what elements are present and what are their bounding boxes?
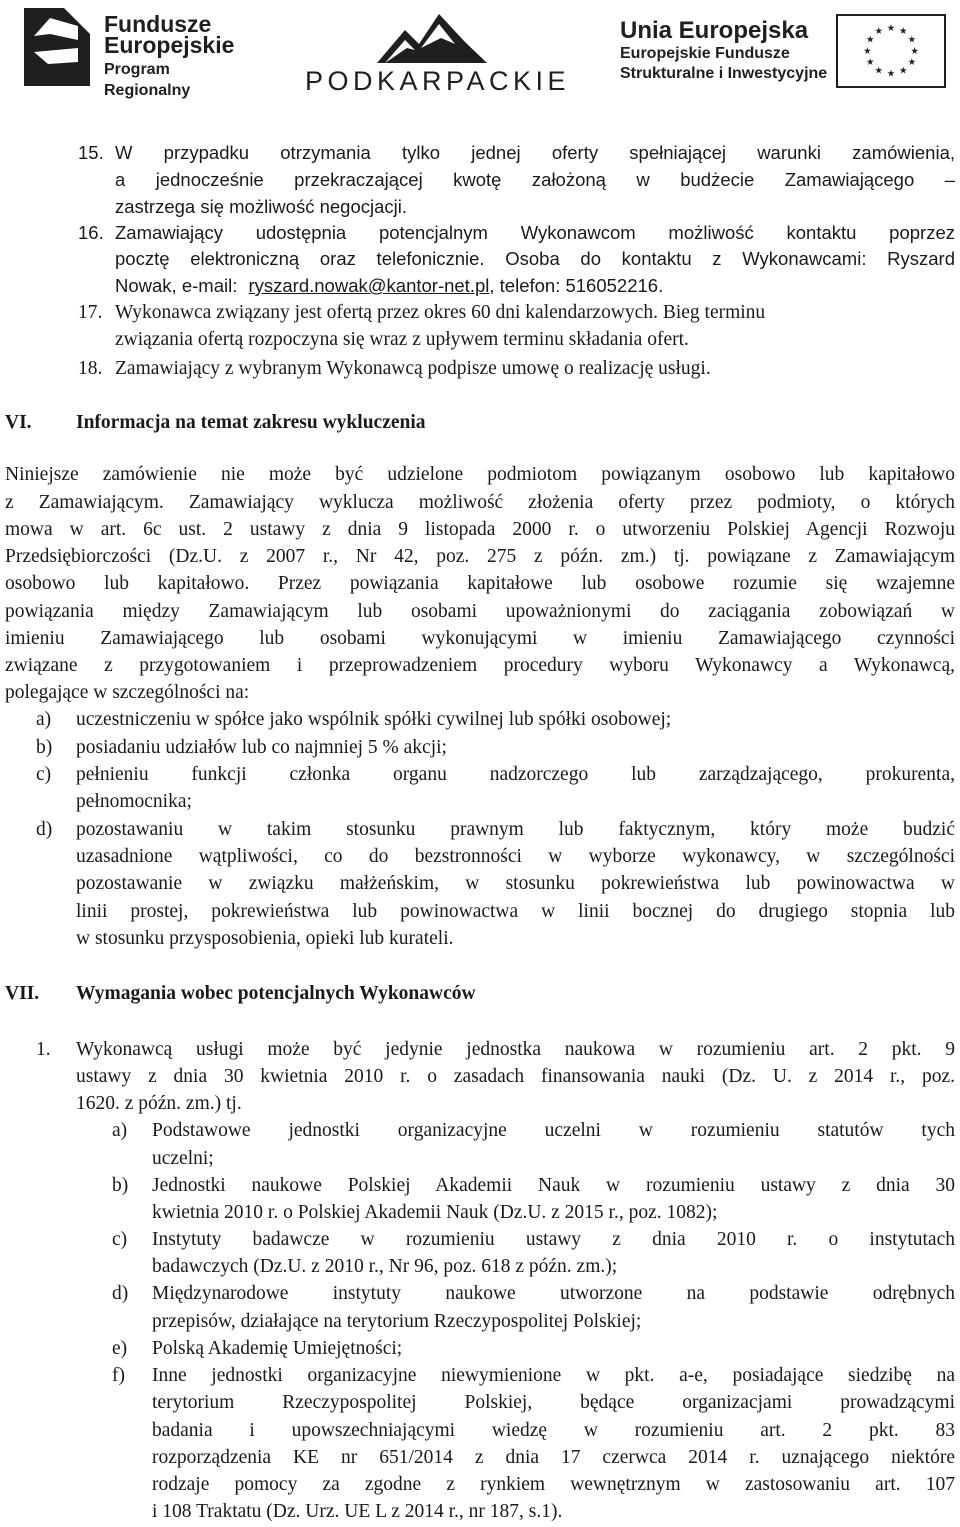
item-17-number: 17. <box>78 302 103 323</box>
section-6-list-c-label: c) <box>36 764 52 785</box>
section-7-list-f-line-4: rozporządzenia KE nr 651/2014 z dnia 17 czerwca 2014 r. uznającego niektóre <box>152 1447 955 1468</box>
svg-text:★: ★ <box>899 65 908 77</box>
section-7-list-f-line-5: rodzaje pomocy za zgodne z rynkiem wewnętrznym w zastosowaniu art. 107 <box>152 1474 955 1495</box>
fe-logo-line2: Europejskie <box>104 32 235 58</box>
section-6-paragraph-line: powiązania między Zamawiającym lub osobami upoważnionymi do zaciągania zobowiązań w <box>5 601 955 622</box>
svg-text:★: ★ <box>865 57 875 69</box>
fe-logo-line3: Program Regionalny <box>104 61 191 99</box>
section-6-title: Informacja na temat zakresu wykluczenia <box>76 412 426 433</box>
section-7-list-a-label: a) <box>112 1120 128 1141</box>
section-7-list-d-label: d) <box>112 1283 129 1304</box>
section-7-item-1-number: 1. <box>36 1039 51 1060</box>
section-6-paragraph-line: Przedsiębiorczości (Dz.U. z 2007 r., Nr 42, poz. 275 z późn. zm.) tj. powiązane z Zamawiającym <box>5 546 955 567</box>
fundusze-europejskie-star-icon <box>20 4 92 90</box>
section-7-list-f-line-6: i 108 Traktatu (Dz. Urz. UE L z 2014 r., nr 187, s.1). <box>152 1501 563 1522</box>
section-6-list-a-text: uczestniczeniu w spółce jako wspólnik spółki cywilnej lub spółki osobowej; <box>76 709 672 730</box>
section-6-list-c-line-2: pełnomocnika; <box>76 791 192 812</box>
item-18-line-1: Zamawiający z wybranym Wykonawcą podpisze umowę o realizację usługi. <box>115 358 711 379</box>
section-6-list-d-line-2: uzasadnione wątpliwości, co do bezstronności w wyborze wykonawcy, w szczególności <box>76 846 955 867</box>
item-17-line-1: Wykonawca związany jest ofertą przez okres 60 dni kalendarzowych. Bieg terminu <box>115 302 766 323</box>
section-6-list-a-label: a) <box>36 709 52 730</box>
section-7-item-1-line-3: 1620. z późn. zm.) tj. <box>76 1093 242 1114</box>
page-header <box>0 0 960 110</box>
section-7-list-c-line-1: Instytuty badawcze w rozumieniu ustawy z dnia 2010 r. o instytutach <box>152 1229 955 1250</box>
section-6-list-b-label: b) <box>36 737 53 758</box>
item-17-line-2: związania ofertą rozpoczyna się wraz z upływem terminu składania ofert. <box>115 329 689 350</box>
section-6-number: VI. <box>5 412 32 433</box>
contact-email-link[interactable]: ryszard.nowak@kantor-net.pl <box>248 275 490 296</box>
ue-logo-line2: Europejskie Fundusze <box>620 45 790 62</box>
section-6-list-d-line-5: w stosunku przysposobienia, opieki lub kurateli. <box>76 928 454 949</box>
podkarpackie-mountains-icon <box>377 8 487 63</box>
section-6-paragraph-line: imieniu Zamawiającego lub osobami wykonującymi w imieniu Zamawiającego czynności <box>5 628 955 649</box>
section-6-paragraph-line: związane z przygotowaniem i przeprowadzeniem procedury wyboru Wykonawcy a Wykonawcą, <box>5 655 955 676</box>
section-7-number: VII. <box>5 983 40 1004</box>
section-7-item-1-line-2: ustawy z dnia 30 kwietnia 2010 r. o zasadach finansowania nauki (Dz. U. z 2014 r., poz. <box>76 1066 955 1087</box>
item-15-line-2: a jednocześnie przekraczającej kwotę założoną w budżecie Zamawiającego – <box>115 169 955 190</box>
section-7-item-1-line-1: Wykonawcą usługi może być jedynie jednostka naukowa w rozumieniu art. 2 pkt. 9 <box>76 1039 955 1060</box>
section-7-list-e-label: e) <box>112 1338 128 1359</box>
svg-text:★: ★ <box>907 57 917 69</box>
section-6-paragraph-line: osobowo lub kapitałowo. Przez powiązania kapitałowe lub osobowe rozumie się wzajemne <box>5 573 955 594</box>
section-7-list-f-line-1: Inne jednostki organizacyjne niewymienione w pkt. a-e, posiadające siedzibę na <box>152 1365 955 1386</box>
item-15-line-1: W przypadku otrzymania tylko jednej oferty spełniającej warunki zamówienia, <box>115 142 955 163</box>
section-7-title: Wymagania wobec potencjalnych Wykonawców <box>76 983 476 1004</box>
svg-text:★: ★ <box>907 34 917 46</box>
fe-logo-line1: Fundusze <box>104 11 212 37</box>
item-16-line-1: Zamawiający udostępnia potencjalnym Wykonawcom możliwość kontaktu poprzez <box>115 222 955 243</box>
svg-text:★: ★ <box>886 23 896 35</box>
section-6-list-d-line-3: pozostawanie w związku małżeńskim, w stosunku pokrewieństwa lub powinowactwa w <box>76 873 955 894</box>
svg-text:★: ★ <box>865 34 875 46</box>
item-18-number: 18. <box>78 358 103 379</box>
section-7-list-b-label: b) <box>112 1175 129 1196</box>
section-7-list-d-line-1: Międzynarodowe instytuty naukowe utworzone na podstawie odrębnych <box>152 1283 955 1304</box>
section-6-paragraph-line: Niniejsze zamówienie nie może być udzielone podmiotom powiązanym osobowo lub kapitałowo <box>5 464 955 485</box>
section-6-list-c-line-1: pełnieniu funkcji członka organu nadzorczego lub zarządzającego, prokurenta, <box>76 764 955 785</box>
section-6-list-d-line-1: pozostawaniu w takim stosunku prawnym lub faktycznym, który może budzić <box>76 819 955 840</box>
section-7-list-d-line-2: przepisów, działające na terytorium Rzeczypospolitej Polskiej; <box>152 1311 642 1332</box>
ue-logo-line1: Unia Europejska <box>620 17 809 44</box>
podkarpackie-text: PODKARPACKIE <box>305 66 571 96</box>
fundusze-europejskie-logo <box>20 4 252 99</box>
svg-text:★: ★ <box>874 25 883 37</box>
section-7-list-b-line-2: kwietnia 2010 r. o Polskiej Akademii Nauk (Dz.U. z 2015 r., poz. 1082); <box>152 1202 718 1223</box>
item-16-email-label: Nowak, e-mail: <box>115 275 243 296</box>
section-6-list-d-line-4: linii prostej, pokrewieństwa lub powinowactwa w linii bocznej do drugiego stopnia lub <box>76 901 955 922</box>
section-7-list-f-line-2: terytorium Rzeczypospolitej Polskiej, będące organizacjami prowadzącymi <box>152 1392 955 1413</box>
section-6-list-d-label: d) <box>36 819 53 840</box>
section-6-paragraph-line: polegające w szczególności na: <box>5 682 250 703</box>
svg-text:★: ★ <box>910 45 919 57</box>
section-7-list-c-line-2: badawczych (Dz.U. z 2010 r., Nr 96, poz. 618 z późn. zm.); <box>152 1256 618 1277</box>
svg-text:★: ★ <box>899 25 908 37</box>
item-15-line-3: zastrzega się możliwość negocjacji. <box>115 196 408 217</box>
item-15-number: 15. <box>78 142 104 163</box>
svg-text:★: ★ <box>863 45 872 57</box>
section-7-list-e-line-1: Polską Akademię Umiejętności; <box>152 1338 403 1359</box>
item-16-phone: , telefon: 516052216. <box>489 275 664 296</box>
section-6-paragraph-line: mowa w art. 6c ust. 2 ustawy z dnia 9 listopada 2000 r. o utworzeniu Polskiej Agencji Rozwoju <box>5 519 955 540</box>
eu-flag-icon <box>836 14 946 88</box>
svg-text:★: ★ <box>874 65 883 77</box>
item-16-line-3 <box>115 273 663 299</box>
ue-logo-line3: Strukturalne i Inwestycyjne <box>620 65 828 82</box>
section-6-list-b-text: posiadaniu udziałów lub co najmniej 5 % akcji; <box>76 737 447 758</box>
svg-text:★: ★ <box>886 68 896 80</box>
section-7-list-b-line-1: Jednostki naukowe Polskiej Akademii Nauk w rozumieniu ustawy z dnia 30 <box>152 1175 955 1196</box>
item-16-line-2: pocztę elektroniczną oraz telefonicznie. Osoba do kontaktu z Wykonawcami: Ryszard <box>115 248 955 269</box>
section-7-list-c-label: c) <box>112 1229 128 1250</box>
section-7-list-a-line-1: Podstawowe jednostki organizacyjne uczelni w rozumieniu statutów tych <box>152 1120 955 1141</box>
section-7-list-a-line-2: uczelni; <box>152 1148 214 1169</box>
podkarpackie-logo <box>305 8 571 100</box>
section-6-paragraph-line: z Zamawiającym. Zamawiający wyklucza możliwość złożenia oferty przez podmioty, o których <box>5 492 955 513</box>
section-7-list-f-line-3: badania i upowszechniającymi wiedzę w rozumieniu art. 2 pkt. 83 <box>152 1420 955 1441</box>
section-7-list-f-label: f) <box>112 1365 125 1386</box>
item-16-number: 16. <box>78 222 104 243</box>
unia-europejska-logo <box>620 14 950 94</box>
